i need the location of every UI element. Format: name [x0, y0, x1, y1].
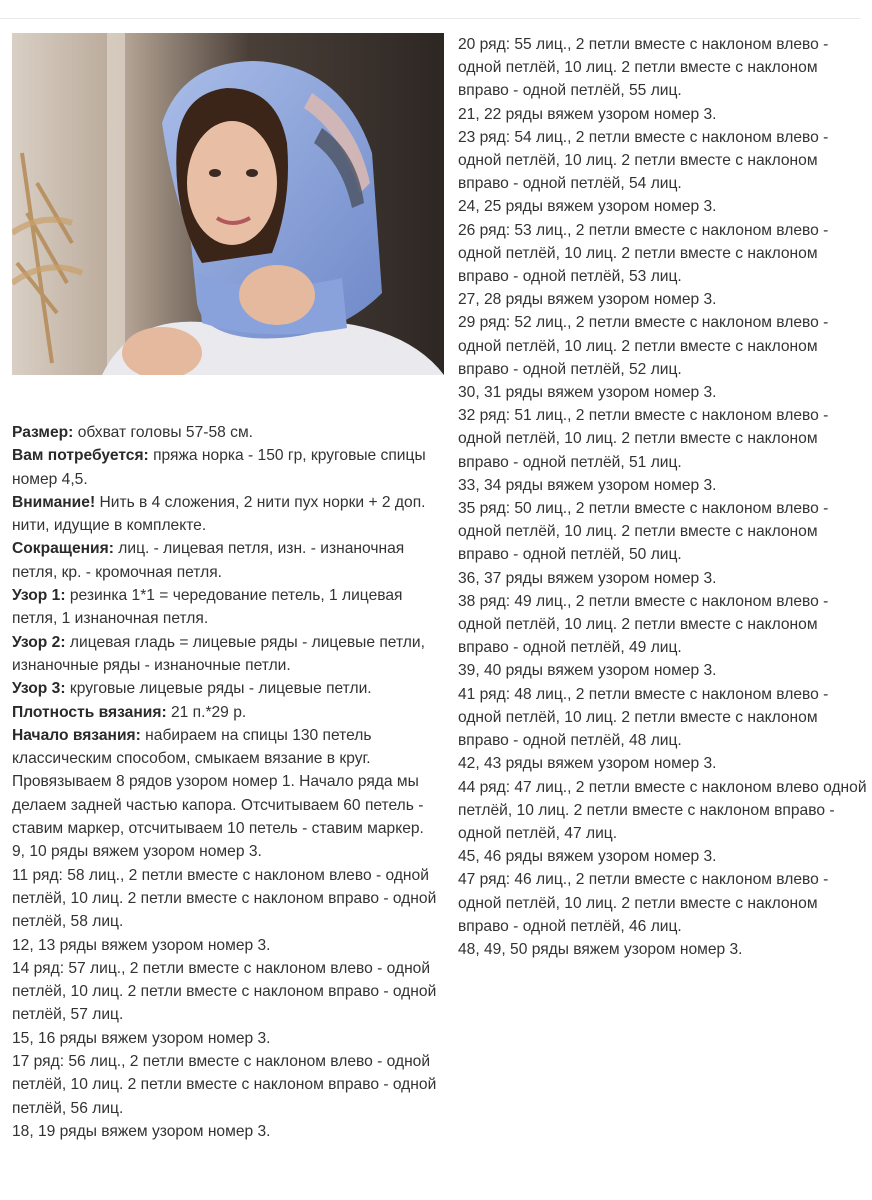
- row-instruction: 23 ряд: 54 лиц., 2 петли вместе с наклоном влево - одной петлёй, 10 лиц. 2 петли вместе с наклоном вправо - одной петлёй, 54 лиц.: [458, 128, 829, 193]
- size-line: Размер: обхват головы 57-58 см.: [12, 424, 253, 441]
- row-instruction: 9, 10 ряды вяжем узором номер 3.: [12, 843, 262, 861]
- row-instruction: 27, 28 ряды вяжем узором номер 3.: [458, 291, 717, 309]
- row-instruction: 29 ряд: 52 лиц., 2 петли вместе с наклоном влево - одной петлёй, 10 лиц. 2 петли вместе с наклоном вправо - одной петлёй, 52 лиц.: [458, 314, 829, 378]
- row-instruction: 47 ряд: 46 лиц., 2 петли вместе с наклоном влево - одной петлёй, 10 лиц. 2 петли вместе с наклоном вправо - одной петлёй, 46 лиц.: [458, 871, 829, 935]
- start-line: Начало вязания: набираем на спицы 130 петель классическим способом, смыкаем вязание в круг. Провязываем 8 рядов узором номер 1. Начало ряда мы делаем задней частью капора. Отсчитываем 60 петель - ставим маркер, отсчитываем 10 петель - ставим маркер.: [12, 726, 424, 838]
- row-instruction: 39, 40 ряды вяжем узором номер 3.: [458, 662, 717, 680]
- pattern-3-line: Узор 3: круговые лицевые ряды - лицевые петли.: [12, 680, 372, 698]
- row-instruction: 11 ряд: 58 лиц., 2 петли вместе с наклоном влево - одной петлёй, 10 лиц. 2 петли вместе с наклоном вправо - одной петлёй, 58 лиц.: [12, 866, 437, 931]
- abbreviations-line: Сокращения: лиц. - лицевая петля, изн. - изнаночная петля, кр. - кромочная петля.: [12, 540, 405, 581]
- row-instruction: 14 ряд: 57 лиц., 2 петли вместе с наклоном влево - одной петлёй, 10 лиц. 2 петли вместе с наклоном вправо - одной петлёй, 57 лиц.: [12, 959, 437, 1024]
- row-instruction: 36, 37 ряды вяжем узором номер 3.: [458, 569, 717, 587]
- pattern-intro-column: [12, 421, 444, 1143]
- row-instruction: 41 ряд: 48 лиц., 2 петли вместе с наклоном влево - одной петлёй, 10 лиц. 2 петли вместе с наклоном вправо - одной петлёй, 48 лиц.: [458, 685, 829, 750]
- attention-line: Внимание! Нить в 4 сложения, 2 нити пух норки + 2 доп. нити, идущие в комплекте.: [12, 493, 426, 535]
- materials-line: Вам потребуется: пряжа норка - 150 гр, круговые спицы номер 4,5.: [12, 447, 426, 488]
- gauge-line: Плотность вязания: 21 п.*29 р.: [12, 703, 247, 721]
- row-instruction: 38 ряд: 49 лиц., 2 петли вместе с наклоном влево - одной петлёй, 10 лиц. 2 петли вместе с наклоном вправо - одной петлёй, 49 лиц.: [458, 592, 829, 657]
- pattern-2-line: Узор 2: лицевая гладь = лицевые ряды - лицевые петли, изнаночные ряды - изнаночные петли.: [12, 633, 425, 674]
- hood-model-photo: [12, 33, 444, 375]
- row-instruction: 44 ряд: 47 лиц., 2 петли вместе с наклоном влево одной петлёй, 10 лиц. 2 петли вместе с наклоном вправо - одной петлёй, 47 лиц.: [458, 778, 867, 842]
- row-instruction: 21, 22 ряды вяжем узором номер 3.: [458, 105, 717, 123]
- row-instruction: 18, 19 ряды вяжем узором номер 3.: [12, 1122, 271, 1140]
- row-instruction: 42, 43 ряды вяжем узором номер 3.: [458, 755, 717, 773]
- row-instruction: 35 ряд: 50 лиц., 2 петли вместе с наклоном влево - одной петлёй, 10 лиц. 2 петли вместе с наклоном вправо - одной петлёй, 50 лиц.: [458, 500, 829, 564]
- row-instruction: 30, 31 ряды вяжем узором номер 3.: [458, 384, 717, 402]
- top-divider: [0, 18, 860, 19]
- row-instruction: 32 ряд: 51 лиц., 2 петли вместе с наклоном влево - одной петлёй, 10 лиц. 2 петли вместе с наклоном вправо - одной петлёй, 51 лиц.: [458, 407, 829, 471]
- row-instructions-column: [458, 33, 868, 961]
- row-instruction: 15, 16 ряды вяжем узором номер 3.: [12, 1029, 271, 1047]
- row-instruction: 33, 34 ряды вяжем узором номер 3.: [458, 476, 717, 494]
- row-instruction: 24, 25 ряды вяжем узором номер 3.: [458, 198, 717, 216]
- row-instruction: 48, 49, 50 ряды вяжем узором номер 3.: [458, 940, 743, 958]
- row-instruction: 17 ряд: 56 лиц., 2 петли вместе с наклоном влево - одной петлёй, 10 лиц. 2 петли вместе с наклоном вправо - одной петлёй, 56 лиц.: [12, 1053, 437, 1117]
- row-instruction: 26 ряд: 53 лиц., 2 петли вместе с наклоном влево - одной петлёй, 10 лиц. 2 петли вместе с наклоном вправо - одной петлёй, 53 лиц.: [458, 221, 829, 286]
- row-instruction: 12, 13 ряды вяжем узором номер 3.: [12, 936, 271, 954]
- pattern-1-line: Узор 1: резинка 1*1 = чередование петель, 1 лицевая петля, 1 изнаночная петля.: [12, 587, 403, 628]
- row-instruction: 20 ряд: 55 лиц., 2 петли вместе с наклоном влево - одной петлёй, 10 лиц. 2 петли вместе с наклоном вправо - одной петлёй, 55 лиц.: [458, 36, 829, 100]
- row-instruction: 45, 46 ряды вяжем узором номер 3.: [458, 848, 717, 866]
